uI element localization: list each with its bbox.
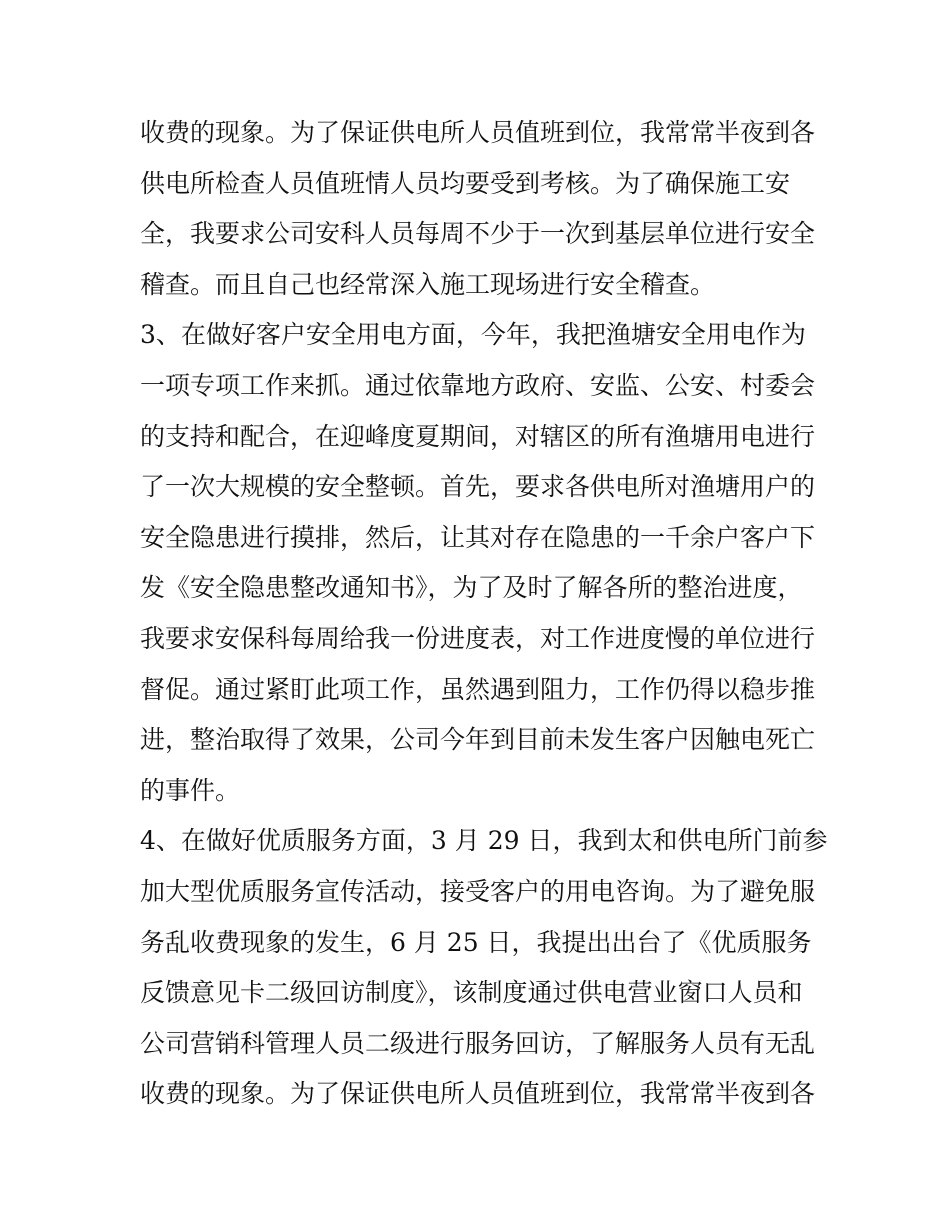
text-line: 加大型优质服务宣传活动，接受客户的用电咨询。为了避免服 <box>140 876 816 906</box>
text-line: 供电所检查人员值班情人员均要受到考核。为了确保施工安 <box>140 168 791 198</box>
document-body <box>140 108 828 1120</box>
text-line: 进，整治取得了效果，公司今年到目前未发生客户因触电死亡 <box>140 725 816 755</box>
text-line: 收费的现象。为了保证供电所人员值班到位，我常常半夜到各 <box>140 1079 816 1109</box>
text-line: 全，我要求公司安科人员每周不少于一次到基层单位进行安全 <box>140 219 816 249</box>
text-line: 公司营销科管理人员二级进行服务回访，了解服务人员有无乱 <box>140 1028 816 1058</box>
text-line: 4、在做好优质服务方面，3 月 29 日，我到太和供电所门前参 <box>140 826 828 856</box>
text-line: 反馈意见卡二级回访制度》，该制度通过供电营业窗口人员和 <box>140 978 803 1008</box>
text-line: 的支持和配合，在迎峰度夏期间，对辖区的所有渔塘用电进行 <box>140 421 816 451</box>
text-line: 安全隐患进行摸排，然后，让其对存在隐患的一千余户客户下 <box>140 522 816 552</box>
text-line: 稽查。而且自己也经常深入施工现场进行安全稽查。 <box>140 269 716 299</box>
text-line: 发《安全隐患整改通知书》，为了及时了解各所的整治进度， <box>140 573 803 603</box>
text-line: 收费的现象。为了保证供电所人员值班到位，我常常半夜到各 <box>140 118 816 147</box>
text-line: 我要求安保科每周给我一份进度表，对工作进度慢的单位进行 <box>140 623 816 653</box>
text-line: 的事件。 <box>140 775 241 805</box>
text-line: 3、在做好客户安全用电方面，今年，我把渔塘安全用电作为 <box>140 320 806 350</box>
text-line: 一项专项工作来抓。通过依靠地方政府、安监、公安、村委会 <box>140 370 816 400</box>
text-line: 了一次大规模的安全整顿。首先，要求各供电所对渔塘用户的 <box>140 472 816 502</box>
text-line: 务乱收费现象的发生，6 月 25 日，我提出出台了《优质服务 <box>140 927 812 957</box>
text-line: 督促。通过紧盯此项工作，虽然遇到阻力，工作仍得以稳步推 <box>140 674 816 704</box>
